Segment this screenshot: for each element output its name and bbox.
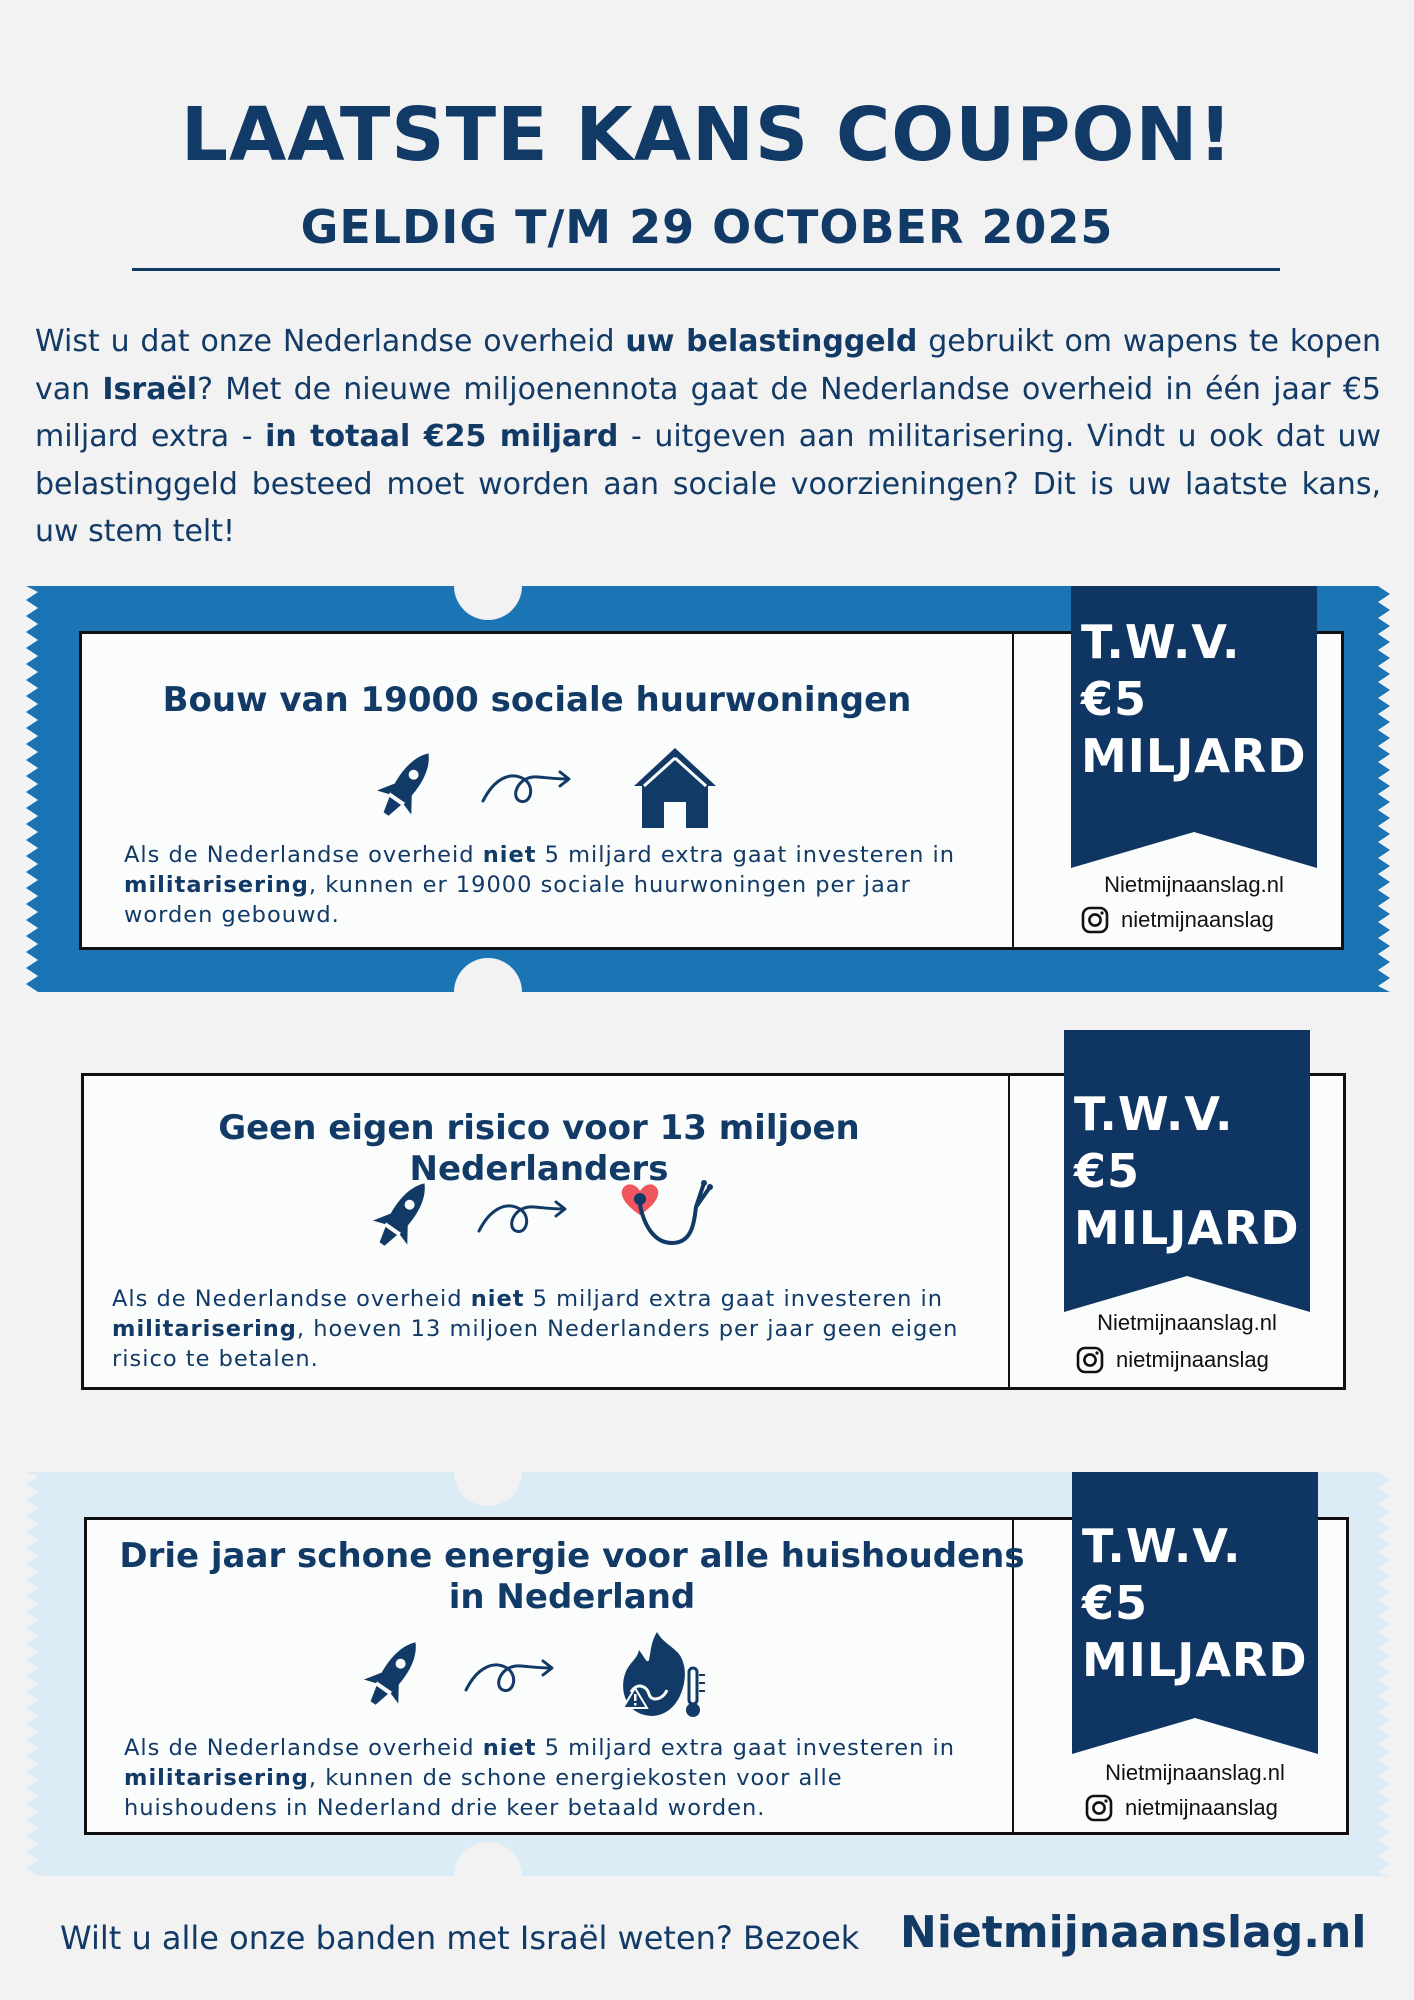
page-subtitle: GELDIG T/M 29 OCTOBER 2025	[300, 200, 1114, 254]
coupon-icons	[357, 1630, 707, 1727]
value-ribbon-text: T.W.V. €5 MILJARD	[1081, 615, 1307, 783]
title-underline	[132, 268, 1280, 271]
footer-website-link[interactable]: Nietmijnaanslag.nl	[900, 1907, 1367, 1958]
coupon-description: Als de Nederlandse overheid niet 5 miljard extra gaat investeren in militarisering, kunnen er 19000 sociale huurwoningen per jaar worden gebouwd.	[124, 842, 956, 928]
instagram-icon	[1085, 1794, 1113, 1822]
value-ribbon	[1064, 1030, 1310, 1276]
value-ribbon-text: T.W.V. €5 MILJARD	[1082, 1519, 1308, 1687]
curly-arrow-icon	[463, 1654, 555, 1703]
instagram-handle: nietmijnaanslag	[1085, 1794, 1278, 1822]
coupon-divider	[1012, 634, 1014, 947]
coupon-title: Bouw van 19000 sociale huurwoningen	[162, 680, 912, 720]
footer-text: Wilt u alle onze banden met Israël weten? Bezoek	[60, 1919, 860, 1957]
coupon-description: Als de Nederlandse overheid niet 5 miljard extra gaat investeren in militarisering, kunnen de schone energiekosten voor alle huishoudens in Nederland drie keer betaald worden.	[124, 1735, 956, 1821]
house-icon	[630, 744, 720, 835]
rocket-icon	[370, 744, 440, 835]
value-ribbon-text: T.W.V. €5 MILJARD	[1074, 1087, 1300, 1255]
coupon-icons	[366, 1174, 720, 1265]
burning-globe-icon	[617, 1630, 707, 1727]
instagram-handle: nietmijnaanslag	[1081, 906, 1274, 934]
value-ribbon	[1072, 1472, 1318, 1718]
rocket-icon	[366, 1174, 436, 1265]
instagram-icon	[1081, 906, 1109, 934]
website-label: Nietmijnaanslag.nl	[1105, 1760, 1285, 1785]
coupon-title: Drie jaar schone energie voor alle huishoudens in Nederland	[119, 1536, 1025, 1617]
curly-arrow-icon	[476, 1195, 568, 1244]
rocket-icon	[357, 1633, 427, 1724]
intro-paragraph: Wist u dat onze Nederlandse overheid uw belastinggeld gebruikt om wapens te kopen van Israël? Met de nieuwe miljoenennota gaat de Nederlandse overheid in één jaar €5 miljard extra - in totaal €25 miljard - uitgeven aan militarisering. Vindt u ook dat uw belastinggeld besteed moet worden aan sociale voorzieningen? Dit is uw laatste kans, uw stem telt!	[35, 324, 1382, 549]
coupon-icons	[370, 744, 720, 835]
page-title: LAATSTE KANS COUPON!	[180, 92, 1234, 178]
coupon-divider	[1008, 1076, 1010, 1387]
curly-arrow-icon	[480, 765, 572, 814]
instagram-icon	[1076, 1346, 1104, 1374]
website-label: Nietmijnaanslag.nl	[1097, 1310, 1277, 1335]
stethoscope-heart-icon	[620, 1177, 720, 1262]
website-label: Nietmijnaanslag.nl	[1104, 872, 1284, 897]
value-ribbon	[1071, 586, 1317, 832]
instagram-handle: nietmijnaanslag	[1076, 1346, 1269, 1374]
coupon-title: Geen eigen risico voor 13 miljoen Nederlanders	[218, 1108, 860, 1189]
coupon-description: Als de Nederlandse overheid niet 5 miljard extra gaat investeren in militarisering, hoeven 13 miljoen Nederlanders per jaar geen eigen risico te betalen.	[112, 1286, 959, 1372]
